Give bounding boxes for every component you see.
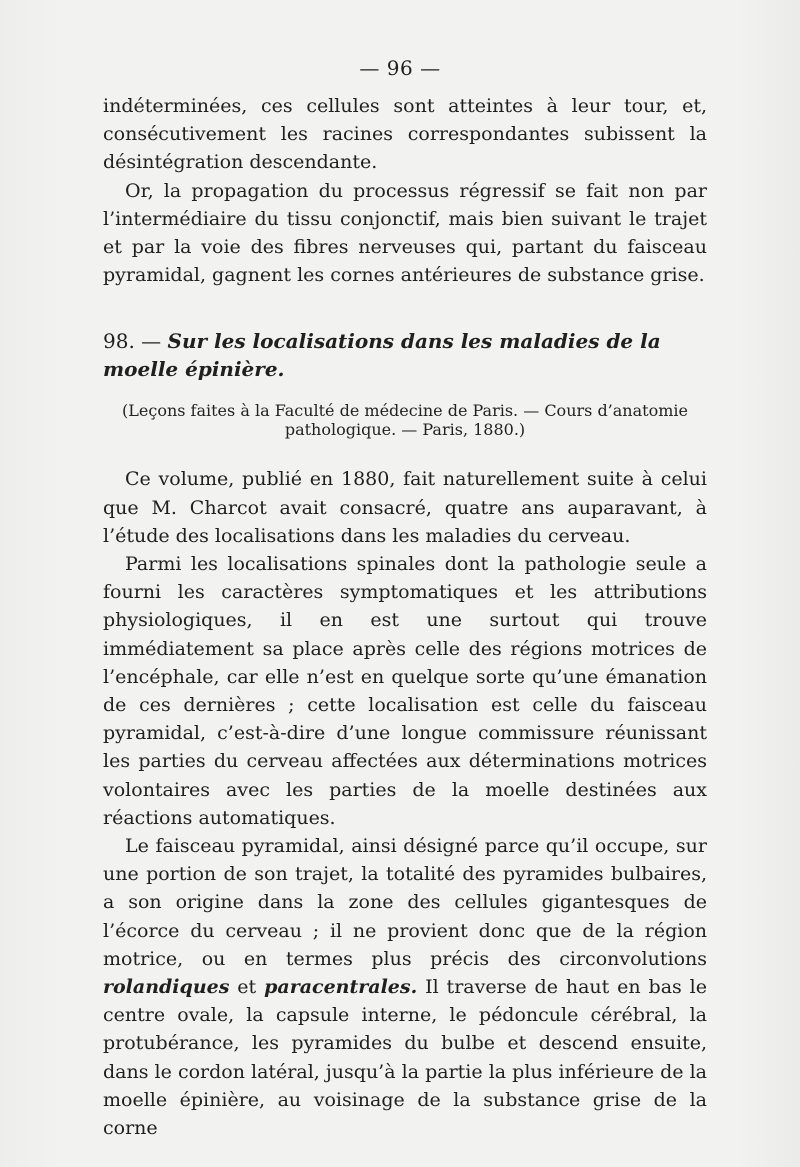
- emphasis-rolandiques: rolandiques: [103, 976, 230, 999]
- paragraph-1: indéterminées, ces cellules sont atteintes à leur tour, et, consécutivement les racines correspondantes subissent la désintégration descendante.: [103, 95, 707, 174]
- section-citation: [103, 401, 707, 439]
- section-title: Sur les localisations dans les maladies de la moelle épinière.: [103, 329, 661, 382]
- emphasis-paracentrales: paracentrales.: [264, 976, 418, 999]
- section-heading: [103, 327, 707, 383]
- paragraph-5-text-2: et: [229, 976, 265, 999]
- citation-line-2: pathologique. — Paris, 1880.): [284, 420, 526, 440]
- paragraph-4: Parmi les localisations spinales dont la pathologie seule a fourni les caractères symptomatiques et les attributions physiologiques, il en est une surtout qui trouve immédiatement sa place après celle des régions motrices de l’encéphale, car elle n’est en quelque sorte qu’une émanation de ces dernières ; cette localisation est celle du faisceau pyramidal, c’est-à-dire d’une longue commissure réunissant les parties du cerveau affectées aux déterminations motrices volontaires avec les parties de la moelle destinées aux réactions automatiques.: [103, 553, 707, 829]
- paragraph-2: Or, la propagation du processus régressif se fait non par l’intermédiaire du tissu conjonctif, mais bien suivant le trajet et par la voie des fibres nerveuses qui, partant du faisceau pyramidal, gagnent les cornes antérieures de substance grise.: [103, 179, 707, 287]
- page-number: — 96 —: [359, 56, 441, 80]
- section-number: 98. —: [103, 329, 162, 354]
- page-body: [103, 92, 707, 1142]
- paragraph-3: Ce volume, publié en 1880, fait naturellement suite à celui que M. Charcot avait consacré, quatre ans auparavant, à l’étude des localisations dans les maladies du cerveau.: [103, 468, 707, 547]
- paragraph-5: [103, 832, 707, 1142]
- citation-line-1: (Leçons faites à la Faculté de médecine de Paris. — Cours d’anatomie: [122, 401, 688, 421]
- paragraph-5-text-3: Il traverse de haut en bas le centre ovale, la capsule interne, le pédoncule cérébral, la protubérance, les pyramides du bulbe et descend ensuite, dans le cordon latéral, jusqu’à la partie la plus inférieure de la moelle épinière, au voisinage de la substance grise de la corne: [103, 976, 707, 1140]
- paragraph-5-text-1: Le faisceau pyramidal, ainsi désigné parce qu’il occupe, sur une portion de son trajet, la totalité des pyramides bulbaires, a son origine dans la zone des cellules gigantesques de l’écorce du cerveau ; il ne provient donc que de la région motrice, ou en termes plus précis des circonvolutions: [103, 835, 707, 970]
